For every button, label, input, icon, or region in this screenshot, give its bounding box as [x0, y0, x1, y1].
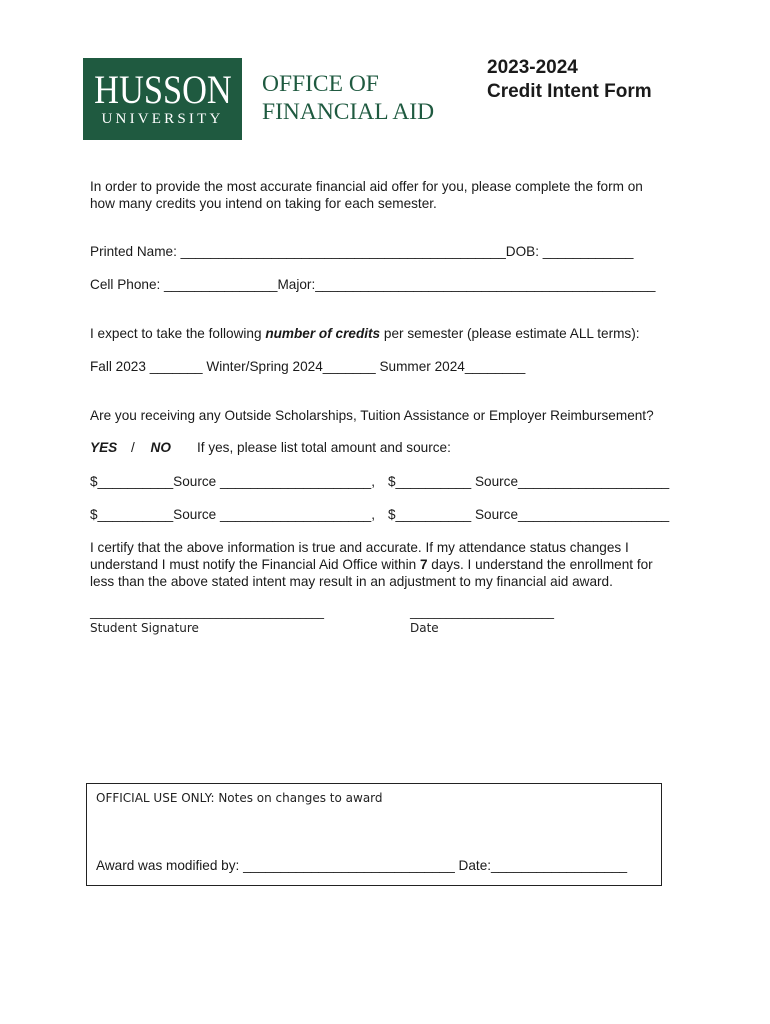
- scholarship-row-1-right[interactable]: $__________ Source____________________: [388, 474, 670, 489]
- student-signature-line[interactable]: _______________________________________: [90, 605, 324, 619]
- intro-text: In order to provide the most accurate financial aid offer for you, please complete the form on how many credits you intend on taking for each semester.: [90, 179, 643, 211]
- form-title: [487, 56, 652, 104]
- credits-statement: [90, 325, 640, 342]
- certify-days: 7: [419, 557, 428, 572]
- student-signature-label: Student Signature: [90, 621, 199, 635]
- yes-no-options: [90, 439, 171, 456]
- credits-suffix: per semester (please estimate ALL terms):: [380, 326, 640, 341]
- scholarship-row-1-left[interactable]: $__________Source ____________________,: [90, 474, 375, 489]
- scholarship-question: Are you receiving any Outside Scholarships, Tuition Assistance or Employer Reimbursement?: [90, 408, 654, 423]
- slash: /: [130, 440, 135, 455]
- date-label: Date: [410, 621, 439, 635]
- credits-emphasis: number of credits: [265, 326, 381, 341]
- award-modified-field[interactable]: Award was modified by: ____________________________ Date:__________________: [96, 858, 628, 873]
- scholarship-row-2-right[interactable]: $__________ Source____________________: [388, 507, 670, 522]
- form-year: 2023-2024: [487, 57, 578, 78]
- date-line[interactable]: ________________________: [410, 605, 554, 619]
- official-use-heading: OFFICIAL USE ONLY: Notes on changes to award: [96, 791, 383, 805]
- logo-sub: UNIVERSITY: [101, 111, 224, 127]
- certify-part-1: I certify that the above information is true and accurate. If my attendance status changes I understand I must notify the Financial Aid Office within: [90, 540, 629, 572]
- certify-part-2: days. I understand the enrollment for less than the above stated intent may result in an adjustment to my financial aid award.: [90, 557, 653, 589]
- if-yes-text: If yes, please list total amount and source:: [197, 440, 451, 455]
- yes-option[interactable]: YES: [90, 440, 118, 455]
- certification-text: [90, 539, 676, 590]
- cell-phone-field[interactable]: Cell Phone: _______________Major:_____________________________________________: [90, 277, 656, 292]
- logo-name: HUSSON: [94, 67, 232, 112]
- printed-name-field[interactable]: Printed Name: ___________________________________________DOB: ____________: [90, 244, 634, 259]
- office-title: OFFICE OF FINANCIAL AID: [262, 71, 435, 125]
- scholarship-row-2-left[interactable]: $__________Source ____________________,: [90, 507, 375, 522]
- terms-field[interactable]: Fall 2023 _______ Winter/Spring 2024_______ Summer 2024________: [90, 359, 526, 374]
- credits-prefix: I expect to take the following: [90, 326, 266, 341]
- husson-logo: [83, 58, 242, 140]
- form-name: Credit Intent Form: [487, 81, 652, 102]
- no-option[interactable]: NO: [150, 440, 171, 455]
